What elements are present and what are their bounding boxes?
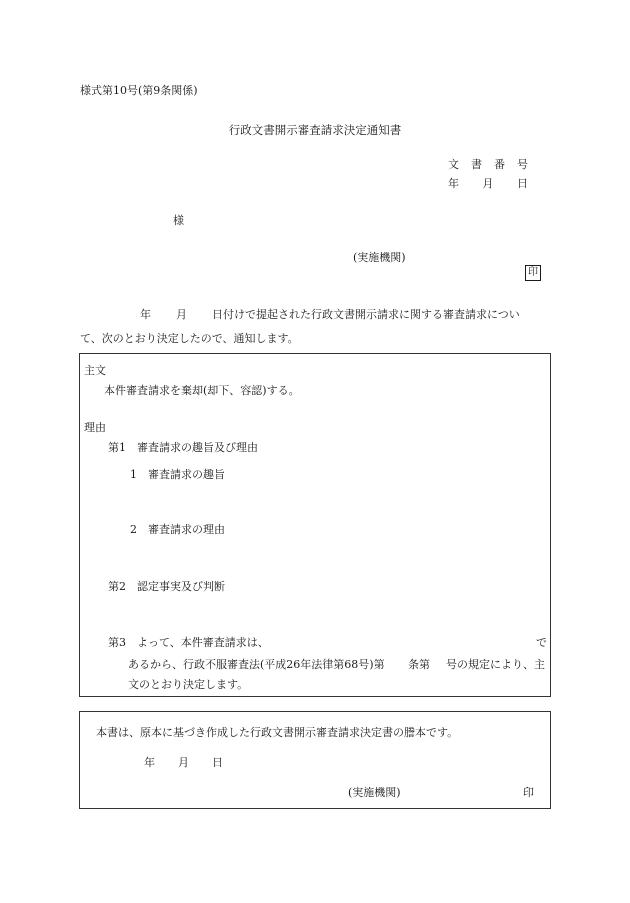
item-1: 1 審査請求の趣旨 bbox=[130, 468, 225, 481]
item-2: 2 審査請求の理由 bbox=[130, 523, 225, 536]
date-day: 日 bbox=[517, 177, 528, 190]
date-month: 月 bbox=[482, 177, 494, 190]
certificate-month: 月 bbox=[178, 756, 189, 769]
form-number: 様式第10号(第9条関係) bbox=[80, 84, 198, 97]
intro-year: 年 bbox=[140, 308, 151, 321]
document-title: 行政文書開示審査請求決定通知書 bbox=[228, 123, 402, 137]
section-3-start: 第3 よって、本件審査請求は、 bbox=[108, 636, 269, 649]
main-heading: 主文 bbox=[84, 364, 106, 377]
docnum-char: 文 bbox=[448, 158, 459, 171]
addressee-honorific: 様 bbox=[173, 214, 184, 227]
section-3-line2b: 条第 bbox=[408, 658, 430, 671]
section-3-line2c: 号の規定により、主 bbox=[446, 658, 545, 671]
intro-line1: 日付けで提起された行政文書開示請求に関する審査請求につい bbox=[212, 308, 520, 321]
seal-mark: 印 bbox=[525, 265, 541, 281]
certificate-seal: 印 bbox=[523, 786, 534, 799]
certificate-year: 年 bbox=[144, 756, 155, 769]
document-number-label bbox=[448, 156, 528, 172]
certificate-day: 日 bbox=[212, 756, 223, 769]
document-date-label bbox=[448, 175, 528, 191]
date-year: 年 bbox=[448, 177, 459, 190]
section-3-line3: 文のとおり決定します。 bbox=[128, 678, 249, 691]
reason-heading: 理由 bbox=[84, 421, 106, 434]
section-3-end: で bbox=[536, 636, 547, 649]
docnum-char: 書 bbox=[471, 158, 482, 171]
docnum-char: 番 bbox=[494, 158, 505, 171]
section-1: 第1 審査請求の趣旨及び理由 bbox=[108, 441, 258, 454]
certificate-text: 本書は、原本に基づき作成した行政文書開示審査請求決定書の謄本です。 bbox=[96, 726, 459, 739]
section-3-line2a: あるから、行政不服審査法(平成26年法律第68号)第 bbox=[128, 658, 385, 671]
intro-line2: て、次のとおり決定したので、通知します。 bbox=[80, 332, 299, 345]
certificate-agency-label: (実施機関) bbox=[348, 786, 401, 799]
section-2: 第2 認定事実及び判断 bbox=[108, 580, 225, 593]
main-text: 本件審査請求を棄却(却下、容認)する。 bbox=[104, 384, 300, 397]
docnum-char: 号 bbox=[517, 158, 528, 171]
intro-month: 月 bbox=[176, 308, 187, 321]
agency-label: (実施機関) bbox=[353, 251, 406, 264]
